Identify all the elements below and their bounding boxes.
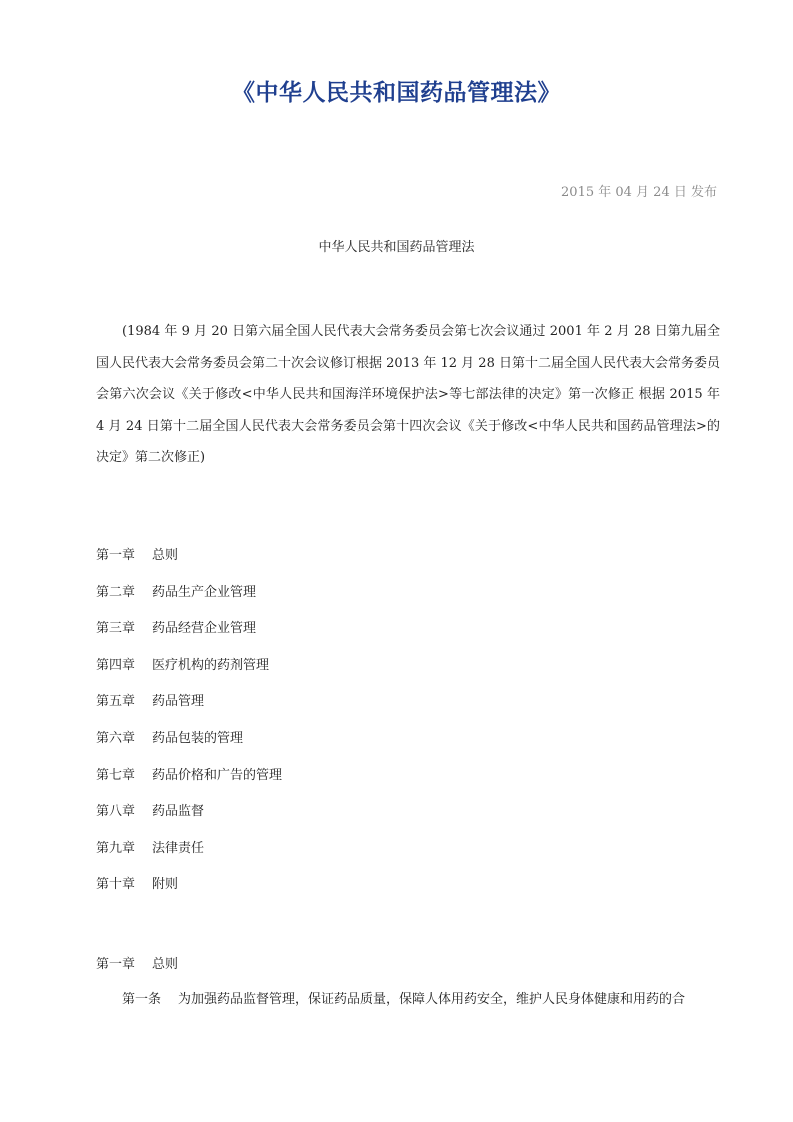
toc-item: [96, 797, 282, 834]
toc-item: [96, 687, 282, 724]
toc-chapter-number: 第一章: [96, 548, 136, 563]
toc-chapter-name: 药品经营企业管理: [152, 621, 257, 637]
toc-chapter-number: 第六章: [96, 730, 136, 746]
toc-chapter-number: 第九章: [96, 840, 136, 856]
chapter-heading: [96, 953, 178, 972]
toc-item: [96, 870, 282, 907]
toc-chapter-name: 总则: [152, 548, 179, 563]
toc-item: [96, 578, 282, 615]
toc-item: [96, 834, 282, 871]
toc-chapter-number: 第七章: [96, 767, 136, 783]
table-of-contents: [96, 541, 282, 907]
toc-item: [96, 614, 282, 651]
toc-chapter-name: 药品管理: [152, 694, 205, 710]
toc-chapter-name: 法律责任: [152, 840, 205, 856]
chapter-name: 总则: [152, 957, 179, 972]
toc-item: [96, 761, 282, 798]
article-number: 第一条: [122, 992, 162, 1007]
toc-item: [96, 541, 282, 578]
document-subtitle: 中华人民共和国药品管理法: [318, 240, 475, 255]
toc-item: [96, 651, 282, 688]
toc-chapter-name: 药品生产企业管理: [152, 584, 257, 600]
chapter-number: 第一章: [96, 957, 136, 972]
toc-chapter-name: 药品价格和广告的管理: [152, 767, 283, 783]
toc-chapter-number: 第二章: [96, 584, 136, 600]
toc-chapter-name: 医疗机构的药剂管理: [152, 657, 270, 673]
toc-chapter-number: 第五章: [96, 694, 136, 710]
toc-item: [96, 724, 282, 761]
toc-chapter-number: 第八章: [96, 804, 136, 820]
toc-chapter-name: 药品包装的管理: [152, 730, 244, 746]
publish-date: 2015 年 04 月 24 日 发布: [561, 185, 717, 200]
toc-chapter-number: 第三章: [96, 621, 136, 637]
toc-chapter-name: 药品监督: [152, 804, 205, 820]
article-text: 为加强药品监督管理，保证药品质量，保障人体用药安全，维护人民身体健康和用药的合: [178, 992, 686, 1007]
toc-chapter-number: 第四章: [96, 657, 136, 673]
document-title: 《中华人民共和国药品管理法》: [232, 80, 561, 106]
article-paragraph: [96, 988, 736, 1007]
toc-chapter-number: 第十章: [96, 877, 136, 893]
preamble-paragraph: (1984 年 9 月 20 日第六届全国人民代表大会常务委员会第七次会议通过 2001 年 2 月 28 日第九届全国人民代表大会常务委员会第二十次会议修订根据 2013 年 12 月 28 日第十二届全国人民代表大会常务委员会第六次会议《关于修改<中华人民共和国海洋环境保护法>等七部法律的决定》第一次修正 根据 2015 年 4 月 24 日第十二届全国人民代表大会常务委员会第十四次会议《关于修改<中华人民共和国药品管理法>的决定》第二次修正): [96, 324, 720, 465]
toc-chapter-name: 附则: [152, 877, 179, 893]
